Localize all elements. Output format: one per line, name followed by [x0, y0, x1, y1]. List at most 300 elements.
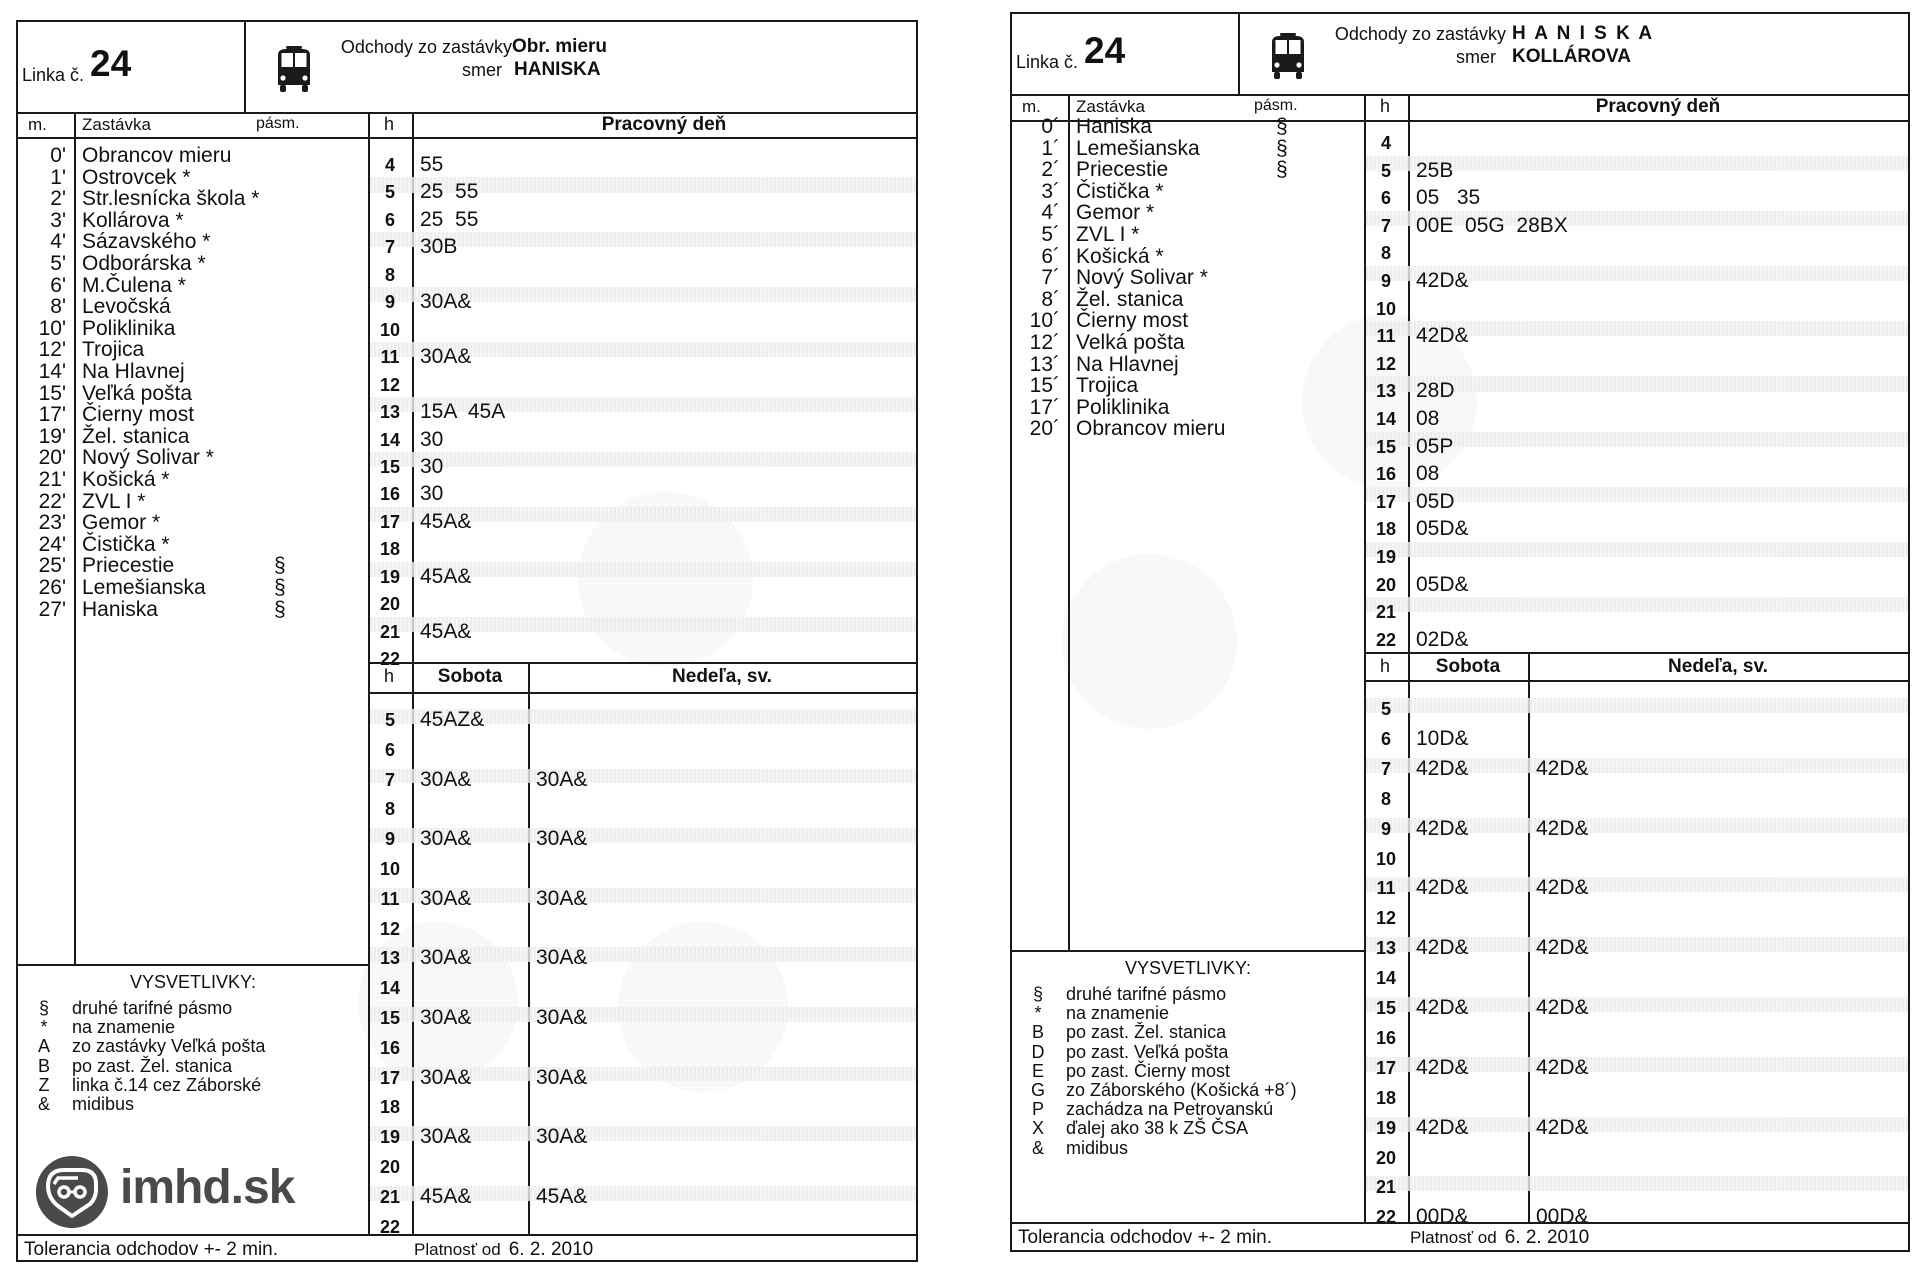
- legend-title: VYSVETLIVKY:: [1124, 958, 1252, 978]
- saturday-departures: 30A&: [420, 946, 472, 970]
- weekday-row: [1364, 158, 1908, 184]
- stop-name: Na Hlavnej: [82, 360, 185, 383]
- header-split: [1238, 14, 1240, 94]
- departure-stop: Obr. mieru: [512, 36, 608, 57]
- weekend-row: [368, 856, 916, 882]
- hour-cell: 11: [1376, 878, 1396, 899]
- weekday-row: [1364, 130, 1908, 156]
- departure-minutes: 55: [420, 153, 444, 176]
- column-header-divider: [18, 137, 916, 139]
- line-label: Linka č.: [22, 65, 85, 85]
- stop-row: [1012, 136, 1364, 161]
- saturday-departures: 42D&: [1416, 876, 1469, 900]
- weekend-hour-header: h: [1380, 656, 1391, 676]
- weekend-row: [368, 916, 916, 942]
- stop-zone: §: [1276, 136, 1288, 160]
- hour-cell: 17: [379, 1067, 401, 1088]
- departure-minutes: 15A 45A: [420, 400, 506, 424]
- stop-minutes: 26': [38, 576, 66, 599]
- weekend-row: [368, 1065, 916, 1091]
- sunday-departures: 30A&: [536, 946, 588, 970]
- legend-divider: [1012, 950, 1364, 952]
- stop-row: [1012, 160, 1364, 182]
- stop-name: Žel. stanica: [1076, 287, 1184, 311]
- stop-name: Lemešianska: [82, 576, 206, 599]
- hour-cell: 15: [1375, 436, 1397, 457]
- weekday-row: [1364, 599, 1908, 625]
- stop-zone: §: [274, 576, 286, 599]
- departure-minutes: 30: [420, 482, 444, 506]
- hour-cell: 5: [1380, 699, 1391, 719]
- sunday-departures: 30A&: [536, 1006, 588, 1029]
- sunday-departures: 30A&: [536, 886, 588, 910]
- stop-minutes: 20´: [1029, 417, 1060, 441]
- legend-symbol: D: [1031, 1041, 1045, 1062]
- stop-minutes: 0´: [1041, 115, 1060, 138]
- stop-minutes: 21': [38, 468, 66, 491]
- hour-cell: 11: [1376, 326, 1396, 347]
- legend-item: [1026, 1080, 1358, 1100]
- stop-zone: §: [274, 554, 286, 578]
- weekend-row: [1364, 965, 1908, 991]
- legend-text: midibus: [72, 1094, 135, 1114]
- stop-minutes: 13´: [1029, 352, 1060, 376]
- stop-minutes: 5': [50, 252, 66, 275]
- weekday-row: [1364, 627, 1908, 653]
- departure-minutes: 42D&: [1416, 324, 1469, 348]
- legend-item: [1026, 1022, 1358, 1042]
- hour-cell: 12: [379, 374, 401, 395]
- stop-name: Čierny most: [82, 403, 195, 427]
- stop-row: [18, 362, 368, 384]
- saturday-departures: 42D&: [1416, 756, 1469, 780]
- saturday-departures: 30A&: [420, 886, 472, 910]
- bus-icon: [1268, 32, 1308, 85]
- hour-cell: 7: [1380, 215, 1391, 236]
- weekend-row: [368, 1035, 916, 1061]
- hour-cell: 21: [1375, 602, 1397, 623]
- sunday-departures: 00D&: [1536, 1205, 1589, 1229]
- stop-row: [18, 189, 368, 211]
- legend-text: linka č.14 cez Záborské: [72, 1074, 262, 1095]
- hour-cell: 14: [1375, 409, 1397, 429]
- sunday-departures: 30A&: [536, 1125, 588, 1149]
- column-minutes: m.: [28, 115, 47, 134]
- direction-name: HANISKA: [514, 59, 601, 80]
- departure-stop: H A N I S K A: [1512, 23, 1655, 44]
- hour-cell: 11: [380, 888, 400, 909]
- legend-item: [32, 1075, 362, 1095]
- hour-cell: 16: [1375, 464, 1397, 485]
- weekend-header-divider: [368, 692, 916, 694]
- sunday-departures: 42D&: [1536, 876, 1589, 900]
- departure-minutes: 08: [1416, 462, 1440, 486]
- saturday-title: Sobota: [437, 666, 503, 687]
- weekday-row: [1364, 406, 1908, 432]
- stop-name: ZVL I *: [1076, 223, 1140, 246]
- weekday-row: [1364, 240, 1908, 266]
- legend-symbol: §: [1032, 984, 1043, 1004]
- stop-minutes: 5´: [1041, 223, 1060, 246]
- legend-text: druhé tarifné pásmo: [1066, 984, 1227, 1004]
- weekend-hour-header: h: [384, 666, 395, 686]
- departure-minutes: 08: [1416, 407, 1440, 430]
- weekend-row: [368, 796, 916, 822]
- stop-name: Veľká pošta: [82, 381, 193, 405]
- legend-text: na znamenie: [1066, 1003, 1170, 1024]
- hour-cell: 17: [1375, 491, 1397, 512]
- departure-minutes: 05D: [1416, 489, 1455, 513]
- tolerance-note: Tolerancia odchodov +- 2 min.: [1018, 1227, 1273, 1248]
- weekday-row: [1364, 378, 1908, 404]
- weekend-row: [368, 945, 916, 971]
- legend-item: [1026, 1138, 1358, 1158]
- stop-name: ZVL I *: [82, 489, 146, 513]
- weekend-row: [368, 886, 916, 912]
- stop-minutes: 7´: [1041, 266, 1060, 290]
- weekend-row: [1364, 1085, 1908, 1111]
- weekend-row: [368, 1094, 916, 1120]
- weekday-row: [368, 427, 916, 453]
- weekday-row: [368, 564, 916, 590]
- departure-minutes: 05D&: [1416, 572, 1469, 596]
- weekday-row: [1364, 434, 1908, 460]
- imhd-logo-text: imhd.sk: [120, 1161, 295, 1214]
- legend-text: po zast. Žel. stanica: [1066, 1022, 1227, 1043]
- direction-label: smer: [462, 60, 502, 80]
- hour-cell: 17: [379, 511, 401, 532]
- sunday-departures: 42D&: [1536, 1055, 1589, 1079]
- hour-cell: 18: [379, 1097, 401, 1118]
- weekend-row: [1364, 1145, 1908, 1171]
- departures-label: Odchody zo zastávky: [1334, 24, 1506, 44]
- weekday-row: [368, 344, 916, 370]
- stop-row: [18, 273, 368, 298]
- hour-cell: 9: [384, 829, 395, 850]
- hour-cell: 9: [384, 292, 395, 313]
- stop-row: [1012, 225, 1364, 247]
- stop-row: [18, 597, 368, 622]
- stop-name: Kollárova *: [82, 208, 184, 232]
- hour-cell: 9: [1380, 818, 1391, 839]
- legend-text: zo Záborského (Košická +8´): [1066, 1080, 1297, 1100]
- weekday-row: [1364, 351, 1908, 377]
- column-stop: Zastávka: [1076, 97, 1145, 116]
- stop-minutes: 12': [38, 338, 66, 362]
- stop-minutes: 17': [38, 403, 66, 427]
- weekday-row: [368, 234, 916, 260]
- hour-cell: 10: [1375, 848, 1397, 869]
- saturday-departures: 30A&: [420, 1125, 472, 1149]
- departure-minutes: 25 55: [420, 180, 479, 204]
- legend-symbol: B: [1031, 1022, 1044, 1043]
- hour-cell: 14: [379, 429, 401, 450]
- stop-name: Košická *: [82, 468, 170, 491]
- weekend-row: [1364, 1174, 1908, 1200]
- legend-item: [1026, 1061, 1358, 1081]
- saturday-departures: 42D&: [1416, 1055, 1469, 1079]
- weekday-row: [1364, 516, 1908, 542]
- timetable-page-1: [16, 20, 918, 1262]
- legend-text: zo zastávky Veľká pošta: [72, 1036, 266, 1057]
- weekday-row: [368, 399, 916, 425]
- sunday-departures: 42D&: [1536, 1115, 1589, 1139]
- stop-minutes: 1´: [1041, 136, 1060, 160]
- weekday-row: [1364, 461, 1908, 487]
- stop-name: Ostrovcek *: [82, 165, 191, 189]
- hour-cell: 10: [1375, 298, 1397, 319]
- hour-cell: 8: [384, 264, 395, 285]
- stop-zone: §: [1276, 115, 1288, 138]
- stop-minutes: 2': [50, 187, 66, 211]
- stop-minutes: 23': [38, 511, 66, 535]
- stop-name: Poliklinika: [1076, 395, 1170, 419]
- stop-minutes: 10´: [1029, 309, 1060, 333]
- stop-minutes: 3': [50, 208, 66, 232]
- legend-item: [32, 1017, 362, 1037]
- stop-row: [18, 297, 368, 319]
- hour-cell: 16: [379, 484, 401, 505]
- stop-name: Velká pošta: [1076, 331, 1185, 354]
- saturday-departures: 45AZ&: [420, 708, 485, 731]
- stop-row: [1012, 376, 1364, 398]
- sunday-departures: 42D&: [1536, 756, 1589, 780]
- hour-cell: 6: [1380, 188, 1391, 209]
- sunday-departures: 30A&: [536, 1065, 588, 1089]
- departure-minutes: 30A&: [420, 345, 472, 369]
- hour-cell: 17: [1375, 1057, 1397, 1078]
- stop-row: [18, 340, 368, 362]
- stop-minutes: 17´: [1029, 395, 1060, 419]
- stop-row: [1012, 419, 1364, 441]
- hour-cell: 7: [384, 769, 395, 790]
- weekend-row: [368, 826, 916, 852]
- departure-minutes: 45A&: [420, 564, 472, 588]
- departures-label: Odchody zo zastávky: [340, 37, 512, 57]
- departure-minutes: 25B: [1416, 158, 1454, 182]
- column-hour: h: [384, 114, 395, 134]
- hour-cell: 6: [384, 739, 395, 760]
- departure-minutes: 45A&: [420, 509, 472, 533]
- legend-text: zachádza na Petrovanskú: [1066, 1099, 1274, 1120]
- saturday-departures: 45A&: [420, 1184, 472, 1208]
- weekend-divider: [1364, 652, 1908, 654]
- departure-minutes: 05D&: [1416, 517, 1469, 541]
- hour-cell: 7: [384, 237, 395, 258]
- departure-minutes: 28D: [1416, 379, 1455, 403]
- weekday-row: [368, 179, 916, 205]
- legend-symbol: *: [1034, 1003, 1042, 1024]
- validity: [1410, 1227, 1589, 1249]
- hour-cell: 6: [384, 209, 395, 230]
- weekday-row: [368, 509, 916, 535]
- saturday-departures: 30A&: [420, 1065, 472, 1089]
- column-hour: h: [1380, 96, 1391, 116]
- departure-minutes: 30: [420, 454, 444, 478]
- stop-name: Odborárska *: [82, 252, 206, 275]
- weekend-row: [1364, 846, 1908, 872]
- hour-cell: 10: [379, 859, 401, 879]
- validity-label: Platnosť od: [414, 1240, 501, 1259]
- hour-cell: 5: [384, 182, 395, 203]
- stop-minutes: 2´: [1041, 158, 1060, 182]
- stop-minutes: 25': [38, 554, 66, 578]
- hour-cell: 12: [1375, 353, 1397, 374]
- stop-row: [18, 254, 368, 276]
- hour-cell: 13: [1375, 938, 1397, 959]
- stop-row: [1012, 179, 1364, 204]
- stop-name: Haniska: [82, 597, 158, 621]
- weekday-row: [368, 619, 916, 645]
- stop-name: Haniska: [1076, 115, 1152, 138]
- weekday-row: [1364, 296, 1908, 322]
- legend-item: [1026, 1118, 1358, 1138]
- sunday-departures: 30A&: [536, 767, 588, 791]
- stop-minutes: 22': [38, 489, 66, 513]
- legend-symbol: P: [1031, 1099, 1044, 1120]
- stop-row: [18, 532, 368, 557]
- weekday-row: [368, 454, 916, 480]
- hour-cell: 13: [379, 402, 401, 423]
- weekday-row: [1364, 213, 1908, 239]
- stop-name: Žel. stanica: [82, 424, 190, 448]
- stop-name: Trojica: [1076, 374, 1139, 398]
- sunday-title: Nedeľa, sv.: [672, 666, 772, 687]
- stop-row: [18, 146, 368, 168]
- hour-cell: 18: [379, 539, 401, 560]
- weekday-row: [368, 152, 916, 178]
- hour-cell: 16: [1375, 1027, 1397, 1048]
- weekday-row: [1364, 185, 1908, 211]
- stop-minutes: 4´: [1041, 201, 1060, 225]
- legend-symbol: B: [37, 1055, 50, 1076]
- weekday-row: [368, 262, 916, 288]
- column-minutes: m.: [1022, 97, 1041, 116]
- weekday-row: [1364, 572, 1908, 598]
- stop-minutes: 15´: [1029, 374, 1060, 398]
- hour-cell: 8: [1380, 243, 1391, 264]
- stop-row: [1012, 352, 1364, 377]
- stop-row: [1012, 311, 1364, 333]
- weekday-row: [368, 481, 916, 507]
- stop-minutes: 27': [38, 597, 66, 621]
- stop-name: Košická *: [1076, 244, 1164, 268]
- stop-minutes: 10': [38, 316, 66, 340]
- stop-zone: §: [274, 597, 286, 621]
- hour-cell: 7: [1380, 758, 1391, 779]
- stop-name: Gemor *: [1076, 201, 1155, 225]
- weekend-header-divider: [1364, 680, 1908, 682]
- legend-text: po zast. Čierny most: [1066, 1060, 1231, 1081]
- hour-cell: 12: [379, 918, 401, 939]
- stop-row: [1012, 268, 1364, 290]
- sunday-departures: 42D&: [1536, 996, 1589, 1019]
- legend-symbol: Z: [38, 1074, 50, 1095]
- imhd-logo: [34, 1154, 294, 1232]
- weekend-row: [1364, 696, 1908, 722]
- stop-minutes: 6': [50, 273, 66, 297]
- legend-symbol: &: [37, 1094, 50, 1114]
- legend-item: [1026, 1099, 1358, 1119]
- stop-row: [18, 489, 368, 514]
- stop-zone: §: [1276, 158, 1288, 182]
- stop-minutes: 3´: [1041, 179, 1060, 203]
- hour-cell: 14: [1375, 968, 1397, 989]
- legend-item: [1026, 1003, 1358, 1023]
- hour-cell: 19: [379, 566, 401, 587]
- stop-minutes: 8´: [1041, 287, 1060, 311]
- weekend-row: [368, 1154, 916, 1180]
- weekday-row: [1364, 268, 1908, 294]
- weekend-row: [368, 767, 916, 793]
- legend-text: ďalej ako 38 k ZŠ ČSA: [1066, 1118, 1249, 1139]
- sunday-departures: 30A&: [536, 827, 588, 851]
- saturday-departures: 30A&: [420, 1006, 472, 1029]
- hour-cell: 21: [379, 621, 401, 642]
- departure-minutes: 30: [420, 427, 444, 451]
- legend-item: [1026, 1042, 1358, 1062]
- stop-row: [1012, 203, 1364, 225]
- legend-symbol: E: [1031, 1060, 1044, 1081]
- hour-cell: 8: [384, 799, 395, 820]
- hour-cell: 19: [1375, 1117, 1397, 1138]
- departure-minutes: 25 55: [420, 207, 479, 231]
- stop-minutes: 15': [38, 381, 66, 405]
- weekend-row: [1364, 1115, 1908, 1141]
- stop-name: Obrancov mieru: [82, 144, 232, 167]
- legend-symbol: *: [40, 1017, 48, 1038]
- hour-cell: 12: [1375, 908, 1397, 929]
- hour-cell: 20: [379, 594, 401, 615]
- weekend-row: [1364, 786, 1908, 812]
- validity-label: Platnosť od: [1410, 1228, 1497, 1247]
- stop-minutes: 0': [50, 144, 66, 167]
- hour-cell: 19: [1375, 547, 1397, 567]
- hour-cell: 21: [1375, 1177, 1397, 1198]
- legend-symbol: A: [37, 1036, 50, 1057]
- column-zone: pásm.: [1254, 97, 1298, 114]
- saturday-title: Sobota: [1435, 656, 1501, 677]
- stop-name: Lemešianska: [1076, 136, 1200, 160]
- stop-row: [18, 513, 368, 535]
- saturday-departures: 00D&: [1416, 1205, 1469, 1229]
- weekend-row: [1364, 1025, 1908, 1051]
- hour-cell: 14: [379, 978, 401, 999]
- saturday-departures: 30A&: [420, 827, 472, 851]
- weekend-row: [368, 707, 916, 733]
- legend-symbol: X: [1031, 1118, 1044, 1139]
- direction-label: smer: [1456, 47, 1496, 67]
- legend-item: [32, 998, 362, 1018]
- weekday-row: [368, 317, 916, 343]
- stop-name: Gemor *: [82, 511, 161, 535]
- hour-cell: 15: [1375, 998, 1397, 1018]
- weekend-row: [1364, 1055, 1908, 1081]
- stop-minutes: 12´: [1029, 331, 1060, 354]
- hour-cell: 4: [384, 155, 395, 175]
- sunday-departures: 42D&: [1536, 936, 1589, 960]
- stop-name: Čierny most: [1076, 309, 1189, 333]
- weekend-row: [1364, 995, 1908, 1021]
- hour-cell: 21: [379, 1186, 401, 1207]
- legend-text: po zast. Veľká pošta: [1066, 1041, 1229, 1062]
- weekend-row: [368, 737, 916, 763]
- hour-cell: 19: [379, 1127, 401, 1148]
- hour-cell: 5: [384, 710, 395, 730]
- legend-title: VYSVETLIVKY:: [129, 972, 257, 992]
- stop-name: Na Hlavnej: [1076, 352, 1179, 376]
- legend-item: [32, 1036, 362, 1056]
